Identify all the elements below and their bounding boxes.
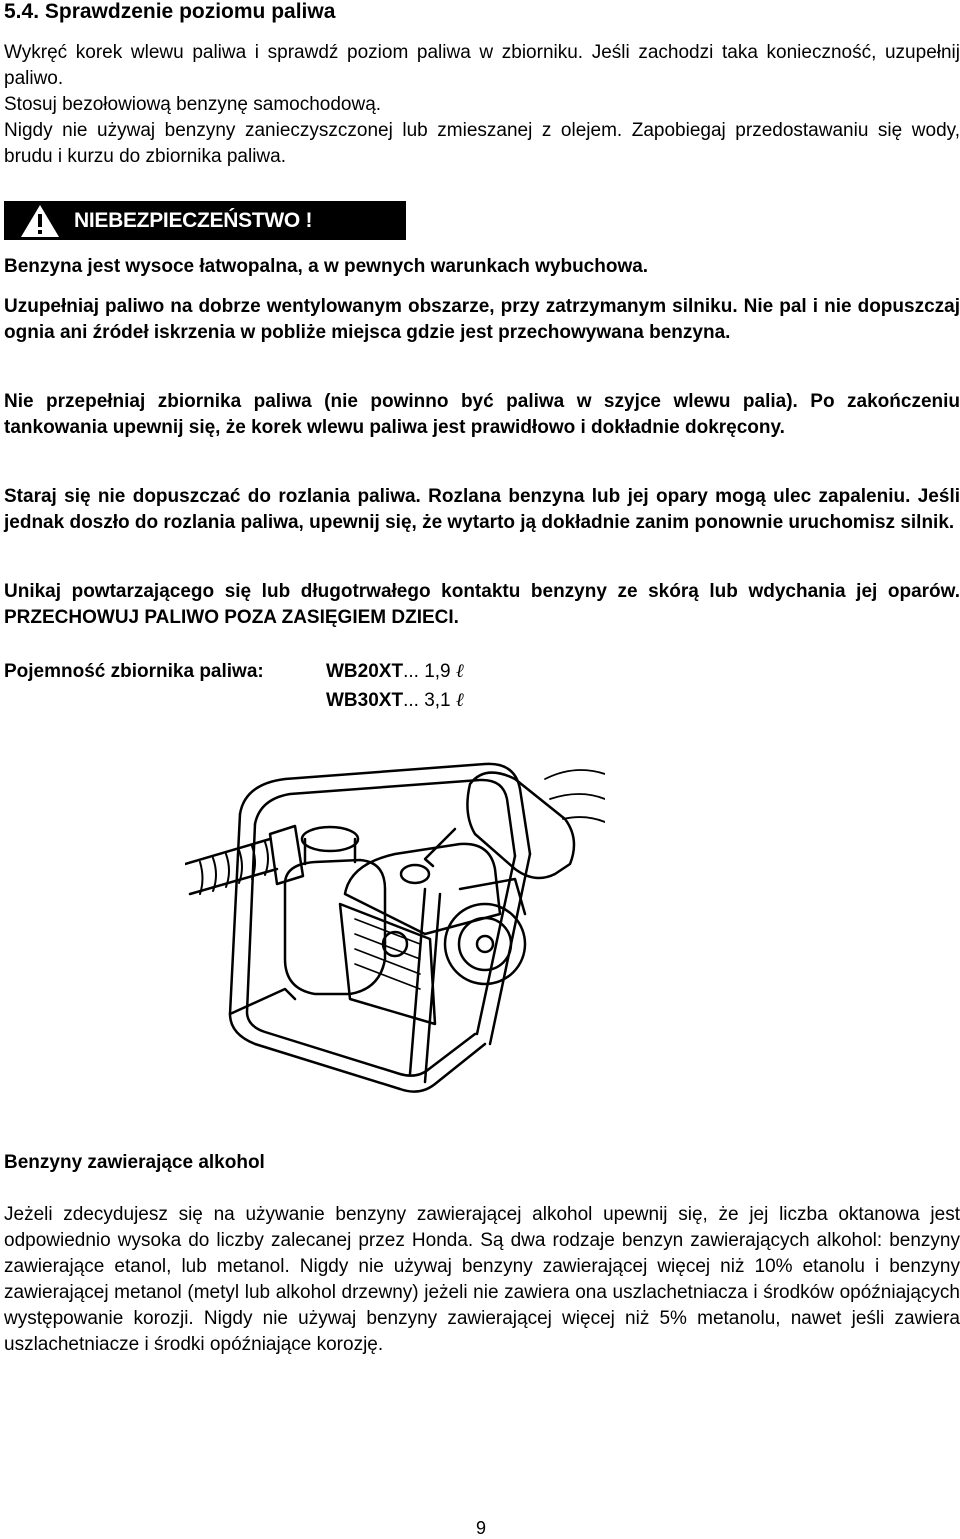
capacity-value: ... 1,9 [403, 661, 451, 682]
warning-ventilation: Uzupełniaj paliwo na dobrze wentylowanym obszarze, przy zatrzymanym silniku. Nie pal i nie dopuszczaj ognia ani źródeł iskrzenia w pobliże miejsca gdzie jest przechowywana benzyna. [4, 296, 960, 343]
litre-unit: ℓ [455, 690, 464, 711]
capacity-model: WB30XT [326, 690, 404, 711]
danger-label: NIEBEZPIECZEŃSTWO ! [74, 208, 313, 232]
alcohol-section-body: Jeżeli zdecydujesz się na używanie benzyny zawierającej alkohol upewnij się, że jej liczba oktanowa jest odpowiednio wysoka do liczby zalecanej przez Honda. Są dwa rodzaje benzyn zawierających alkohol: benzyny zawierające etanol, lub metanol. Nigdy nie używaj benzyny zawierającej więcej niż 10% etanolu i benzyny zawierającej metanol (metyl lub alkohol drzewny) jeżeli nie zawiera ona uszlachetniacza i środków opóźniających występowanie korozji. Nigdy nie używaj benzyny zawierającej więcej niż 5% metanolu, nawet jeśli zawiera uszlachetniacze i środki opóźniające korozję. [4, 1204, 960, 1355]
capacity-label: Pojemność zbiornika paliwa: [4, 661, 264, 682]
capacity-value: ... 3,1 [403, 690, 451, 711]
warning-skin-contact: Unikaj powtarzającego się lub długotrwałego kontaktu benzyny ze skórą lub wdychania jej oparów. PRZECHOWUJ PALIWO POZA ZASIĘGIEM DZIECI. [4, 581, 960, 628]
danger-banner [4, 201, 406, 240]
capacity-model: WB20XT [326, 661, 404, 682]
warning-spill: Staraj się nie dopuszczać do rozlania paliwa. Rozlana benzyna lub jej opary mogą ulec zapaleniu. Jeśli jednak doszło do rozlania paliwa, upewnij się, że wytarto ją dokładnie zanim ponownie uruchomisz silnik. [4, 486, 960, 533]
warning-triangle-icon [20, 204, 60, 238]
warning-overfill: Nie przepełniaj zbiornika paliwa (nie powinno być paliwa w szyjce wlewu palia). Po zakończeniu tankowania upewnij się, że korek wlewu paliwa jest prawidłowo i dokładnie dokręcony. [4, 391, 960, 438]
capacity-row-wb20xt [326, 659, 464, 685]
litre-unit: ℓ [455, 661, 464, 682]
water-pump-refueling-illustration [185, 744, 605, 1114]
intro-paragraph-1: Wykręć korek wlewu paliwa i sprawdź poziom paliwa w zbiorniku. Jeśli zachodzi taka konieczność, uzupełnij paliwo. [4, 42, 960, 89]
page-title: 5.4. Sprawdzenie poziomu paliwa [4, 0, 336, 23]
alcohol-section-title: Benzyny zawierające alkohol [4, 1152, 265, 1173]
intro-paragraph-2: Stosuj bezołowiową benzynę samochodową. [4, 94, 382, 115]
capacity-row-wb30xt [326, 688, 464, 714]
intro-paragraph-3: Nigdy nie używaj benzyny zanieczyszczonej lub zmieszanej z olejem. Zapobiegaj przedostawaniu się wody, brudu i kurzu do zbiornika paliwa. [4, 120, 960, 167]
page-number: 9 [476, 1518, 487, 1538]
warning-flammable: Benzyna jest wysoce łatwopalna, a w pewnych warunkach wybuchowa. [4, 256, 649, 277]
